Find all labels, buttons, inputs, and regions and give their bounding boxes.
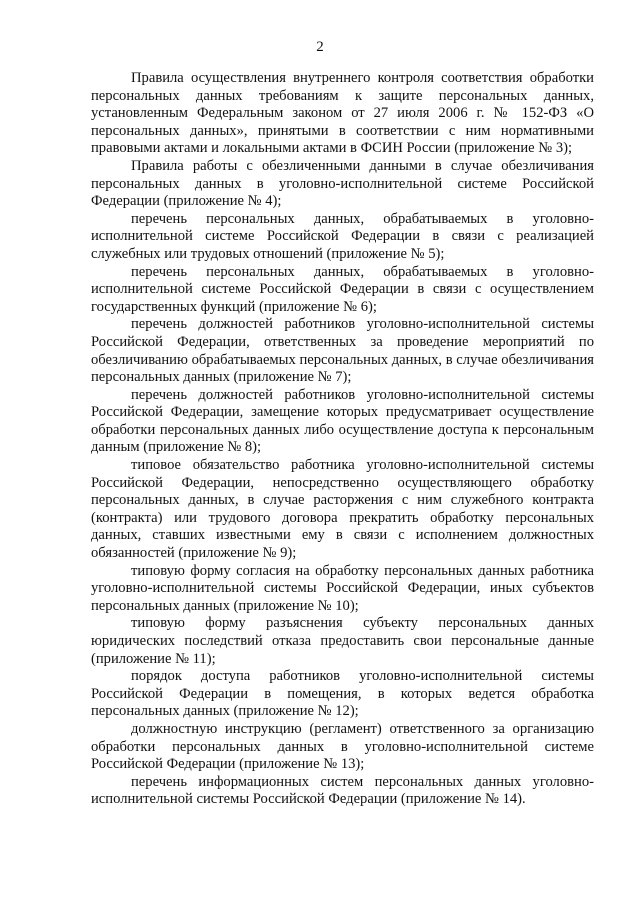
paragraph: типовое обязательство работника уголовно-исполнительной системы Российской Федерации, непосредственно осуществляющего обработку персональных данных, в случае расторжения с ним служебного контракта (контракта) или трудового договора прекратить обработку персональных данных, ставших известными ему в связи с исполнением должностных обязанностей (приложение № 9); — [91, 457, 594, 562]
paragraph: типовую форму согласия на обработку персональных данных работника уголовно-исполнительной системы Российской Федерации, иных субъектов персональных данных (приложение № 10); — [91, 562, 594, 614]
paragraph: перечень персональных данных, обрабатываемых в уголовно-исполнительной системе Российской Федерации в связи с осуществлением государственных функций (приложение № 6); — [91, 263, 594, 315]
paragraph: перечень должностей работников уголовно-исполнительной системы Российской Федерации, ответственных за проведение мероприятий по обезличиванию обрабатываемых персональных данных, в случае обезличивания персональных данных (приложение № 7); — [91, 316, 594, 386]
paragraph: типовую форму разъяснения субъекту персональных данных юридических последствий отказа предоставить свои персональные данные (приложение № 11); — [91, 615, 594, 667]
paragraph: Правила осуществления внутреннего контроля соответствия обработки персональных данных требованиям к защите персональных данных, установленным Федеральным законом от 27 июля 2006 г. № 152-ФЗ «О персональных данных», принятыми в соответствии с ним нормативными правовыми актами и локальными актами в ФСИН России (приложение № 3); — [91, 70, 594, 157]
paragraph: перечень информационных систем персональных данных уголовно-исполнительной системы Российской Федерации (приложение № 14). — [91, 773, 594, 808]
paragraph: Правила работы с обезличенными данными в случае обезличивания персональных данных в уголовно-исполнительной системе Российской Федерации (приложение № 4); — [91, 157, 594, 210]
paragraph: порядок доступа работников уголовно-исполнительной системы Российской Федерации в помещения, в которых ведется обработка персональных данных (приложение № 12); — [91, 668, 594, 720]
document-body — [91, 70, 594, 809]
paragraph: перечень персональных данных, обрабатываемых в уголовно-исполнительной системе Российской Федерации в связи с реализацией служебных или трудовых отношений (приложение № 5); — [91, 210, 594, 262]
paragraph: перечень должностей работников уголовно-исполнительной системы Российской Федерации, замещение которых предусматривает осуществление обработки персональных данных либо осуществление доступа к персональным данным (приложение № 8); — [91, 386, 594, 456]
paragraph: должностную инструкцию (регламент) ответственного за организацию обработки персональных данных в уголовно-исполнительной системе Российской Федерации (приложение № 13); — [91, 720, 594, 773]
page-number: 2 — [316, 39, 324, 55]
